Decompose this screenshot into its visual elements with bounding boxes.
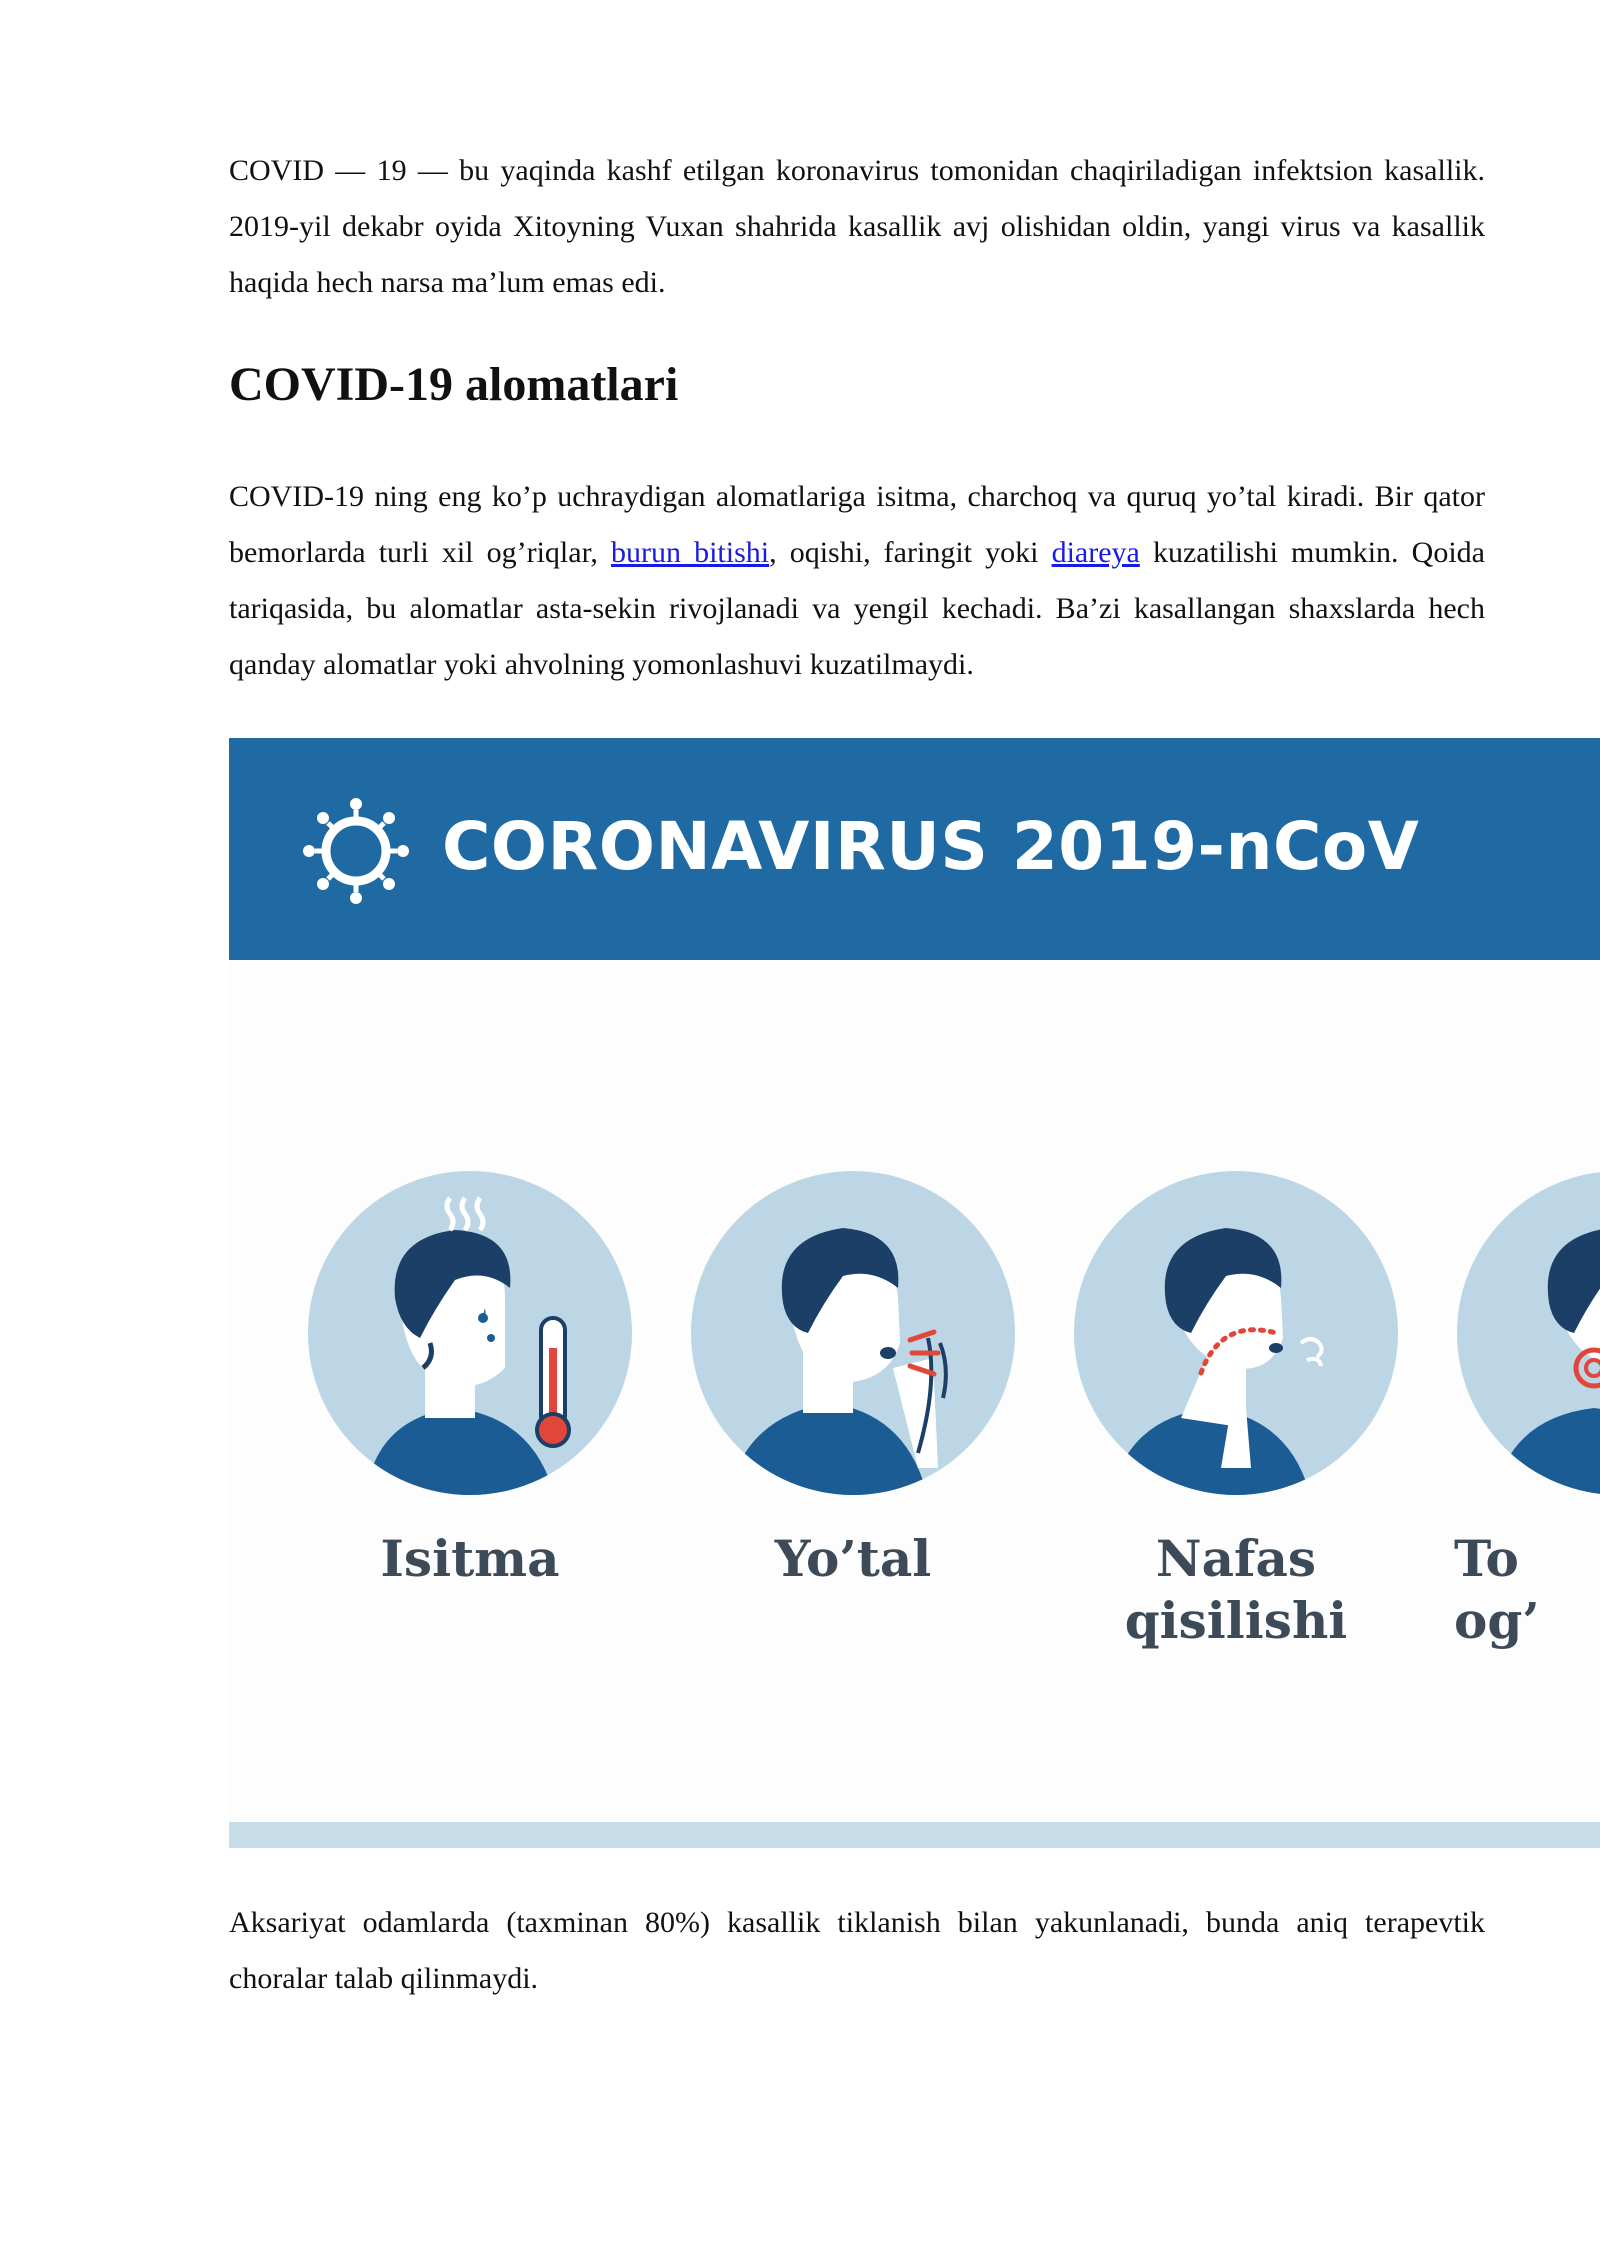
intro-paragraph: COVID — 19 — bu yaqinda kashf etilgan koronavirus tomonidan chaqiriladigan infektsion kasallik. 2019-yil dekabr oyida Xitoyning Vuxan shahrida kasallik avj olishidan oldin, yangi virus va kasallik haqida hech narsa ma’lum emas edi. xyxy=(229,154,1485,299)
virus-icon xyxy=(301,796,411,906)
symptom-shortness-of-breath xyxy=(1071,1168,1401,1650)
paragraph-text: , oqishi, faringit yoki xyxy=(769,536,1052,569)
paragraph-text: COVID-19 ning eng ko’p uchraydigan alomatlariga isitma, charchoq va quruq yo’tal kiradi. Bir qator bemorlarda turli xil og’riqlar, xyxy=(229,480,1485,569)
throat-pain-icon xyxy=(1454,1168,1600,1498)
infographic-banner xyxy=(229,738,1600,960)
infographic-title: CORONAVIRUS 2019-nCoV xyxy=(442,808,1420,885)
conclusion-paragraph: Aksariyat odamlarda (taxminan 80%) kasallik tiklanish bilan yakunlanadi, bunda aniq terapevtik choralar talab qilinmaydi. xyxy=(229,1906,1485,1995)
cough-icon xyxy=(688,1168,1018,1498)
symptom-label: Isitma xyxy=(380,1529,560,1588)
coronavirus-infographic xyxy=(229,738,1600,1848)
section-heading: COVID-19 alomatlari xyxy=(229,358,679,411)
symptom-label: Nafas qisilishi xyxy=(1124,1529,1348,1650)
link-diareya[interactable]: diareya xyxy=(1051,536,1140,569)
paragraph-text: kuzatilishi mumkin. Qoida tariqasida, bu alomatlar asta-sekin rivojlanadi va yengil kechadi. Ba’zi kasallangan shaxslarda hech qanday alomatlar yoki ahvolning yomonlashuvi kuzatilmaydi. xyxy=(229,536,1485,681)
symptom-fever xyxy=(305,1168,635,1588)
symptom-cough xyxy=(688,1168,1018,1588)
symptom-throat-pain xyxy=(1454,1168,1600,1650)
symptom-label: To og’ xyxy=(1454,1529,1540,1650)
shortness-of-breath-icon xyxy=(1071,1168,1401,1498)
symptoms-paragraph xyxy=(229,469,1485,693)
infographic-bottom-bar xyxy=(229,1822,1600,1848)
link-burun-bitishi[interactable]: burun bitishi xyxy=(610,536,770,569)
symptom-label: Yo’tal xyxy=(774,1529,932,1588)
fever-icon xyxy=(305,1168,635,1498)
